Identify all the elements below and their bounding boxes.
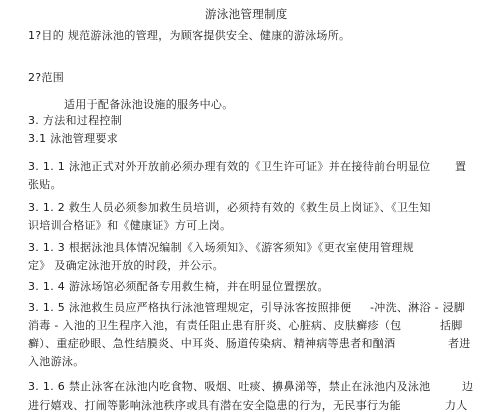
purpose-paragraph: 1?目的 规范游泳池的管理，为顾客提供安全、健康的游泳场所。 xyxy=(28,29,351,42)
item-3-1-5-line-4: 入池游泳。 xyxy=(28,355,85,368)
item-3-1-5-line-1: 3. 1. 5 泳池救生员应严格执行泳池管理规定，引导泳客按照排便 xyxy=(28,301,352,314)
item-3-1-6-line-2-end: 力人 xyxy=(445,399,468,412)
item-3-1-5-line-3-end: 者进 xyxy=(448,337,471,350)
scope-text: 适用于配备泳池设施的服务中心。 xyxy=(64,98,234,111)
item-3-1-3-line-2: 定》 及确定泳池开放的时段，并公示。 xyxy=(28,259,224,272)
item-3-1-1-line-1: 3. 1. 1 泳池正式对外开放前必须办理有效的《卫生许可证》并在接待前台明显位 xyxy=(28,160,431,173)
item-3-1-2-line-2: 识培训合格证》和《健康证》方可上岗。 xyxy=(28,219,232,232)
item-3-1-5-line-1-end: -冲洗、淋浴 - 浸脚 xyxy=(370,301,466,314)
item-3-1-6-line-1: 3. 1. 6 禁止泳客在泳池内吃食物、吸烟、吐痰、擤鼻涕等，禁止在泳池内及泳池 xyxy=(28,380,431,393)
item-3-1-5-line-2-end: 括脚 xyxy=(440,319,463,332)
item-3-1-4: 3. 1. 4 游泳场馆必须配备专用救生椅，并在明显位置摆放。 xyxy=(28,280,329,293)
item-3-1-5-line-3: 癣）、重症砂眼、急性结膜炎、中耳炎、肠道传染病、精神病等患者和酗酒 xyxy=(28,337,396,350)
document-title: 游泳池管理制度 xyxy=(205,7,288,21)
scope-heading: 2?范围 xyxy=(28,71,65,84)
section-heading-methods: 3. 方法和过程控制 xyxy=(28,114,122,127)
item-3-1-1-line-2: 张贴。 xyxy=(28,178,62,191)
item-3-1-6-line-1-end: 边 xyxy=(462,380,474,393)
item-3-1-1-line-1-end: 置 xyxy=(455,160,467,173)
section-heading-pool-requirements: 3.1 泳池管理要求 xyxy=(28,132,118,145)
item-3-1-2-line-1: 3. 1. 2 救生人员必须参加救生员培训，必须持有效的《救生员上岗证》、《卫生知 xyxy=(28,201,431,214)
item-3-1-5-line-2: 消毒 - 入池的卫生程序入池，有责任阻止患有肝炎、心脏病、皮肤癣疹（包 xyxy=(28,319,402,332)
item-3-1-6-line-2: 进行嬉戏、打闹等影响泳池秩序或具有潜在安全隐患的行为，无民事行为能 xyxy=(28,399,401,412)
item-3-1-3-line-1: 3. 1. 3 根据泳池具体情况编制《入场须知》、《游客须知》《更衣室使用管理规 xyxy=(28,241,414,254)
